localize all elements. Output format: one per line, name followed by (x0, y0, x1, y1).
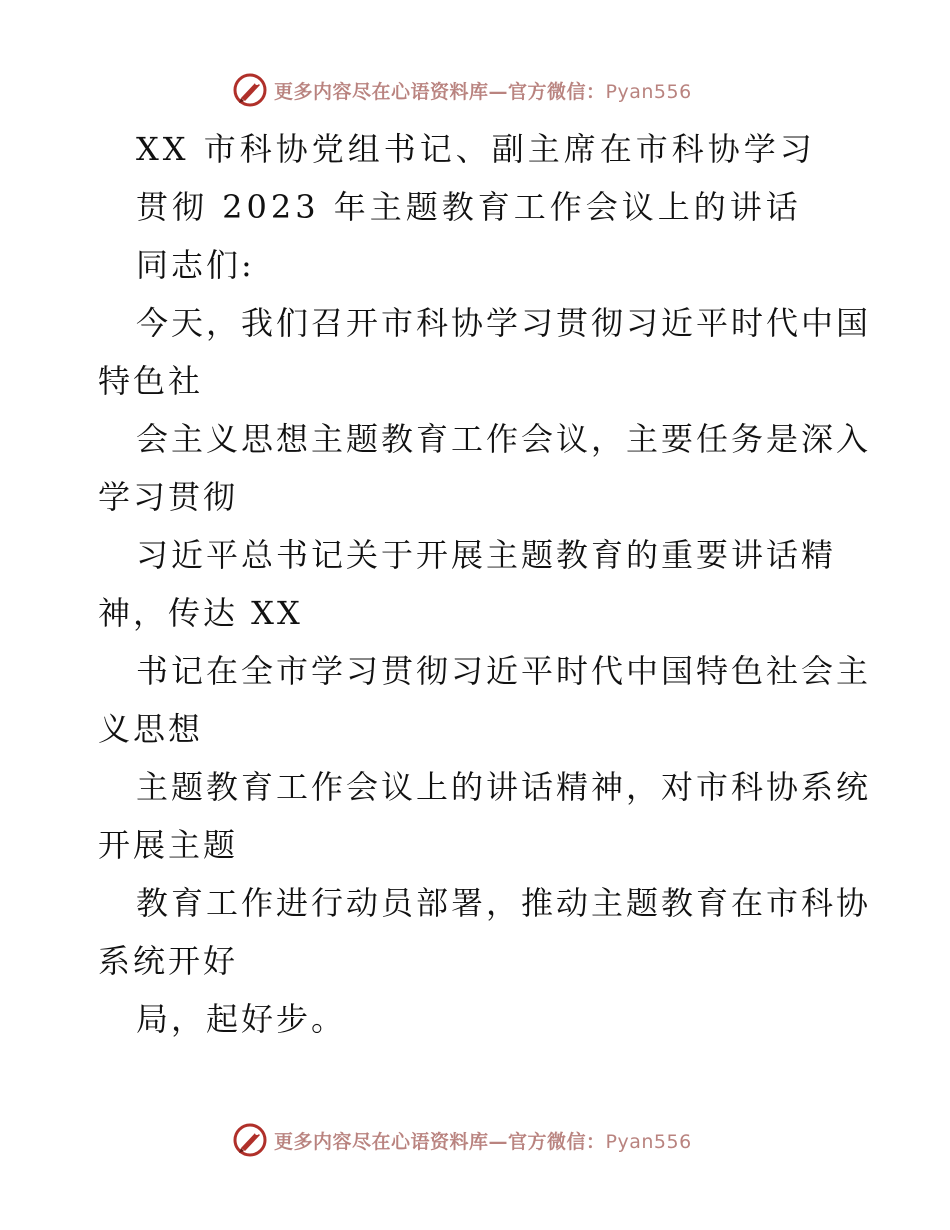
body-line: 今天，我们召开市科协学习贯彻习近平时代中国 (136, 304, 872, 342)
body-line: 开展主题 (98, 826, 239, 864)
banner-label: 更多内容尽在心语资料库—官方微信： (274, 1130, 606, 1153)
header-banner (232, 70, 712, 110)
body-line: 局，起好步。 (136, 1000, 347, 1038)
body-line: 系统开好 (98, 942, 239, 980)
pen-logo-icon (232, 1122, 268, 1158)
greeting: 同志们: (136, 246, 255, 284)
body-line: 教育工作进行动员部署，推动主题教育在市科协 (136, 884, 872, 922)
title-line-1: XX 市科协党组书记、副主席在市科协学习 (136, 130, 816, 168)
banner-wechat-id: Pyan556 (605, 80, 692, 103)
body-line: 学习贯彻 (98, 478, 239, 516)
body-line: 习近平总书记关于开展主题教育的重要讲话精 (136, 536, 837, 574)
banner-text (274, 77, 692, 104)
body-line: 书记在全市学习贯彻习近平时代中国特色社会主 (136, 652, 872, 690)
pen-logo-icon (232, 72, 268, 108)
body-line: 特色社 (98, 362, 204, 400)
banner-text (274, 1127, 692, 1154)
banner-label: 更多内容尽在心语资料库—官方微信： (274, 80, 606, 103)
body-line: 神，传达 XX (98, 594, 303, 632)
body-line: 义思想 (98, 710, 204, 748)
footer-banner (232, 1120, 712, 1160)
title-line-2: 贯彻 2023 年主题教育工作会议上的讲话 (136, 188, 802, 226)
banner-wechat-id: Pyan556 (605, 1130, 692, 1153)
body-line: 会主义思想主题教育工作会议，主要任务是深入 (136, 420, 872, 458)
document-body (98, 120, 872, 1048)
body-line: 主题教育工作会议上的讲话精神，对市科协系统 (136, 768, 872, 806)
